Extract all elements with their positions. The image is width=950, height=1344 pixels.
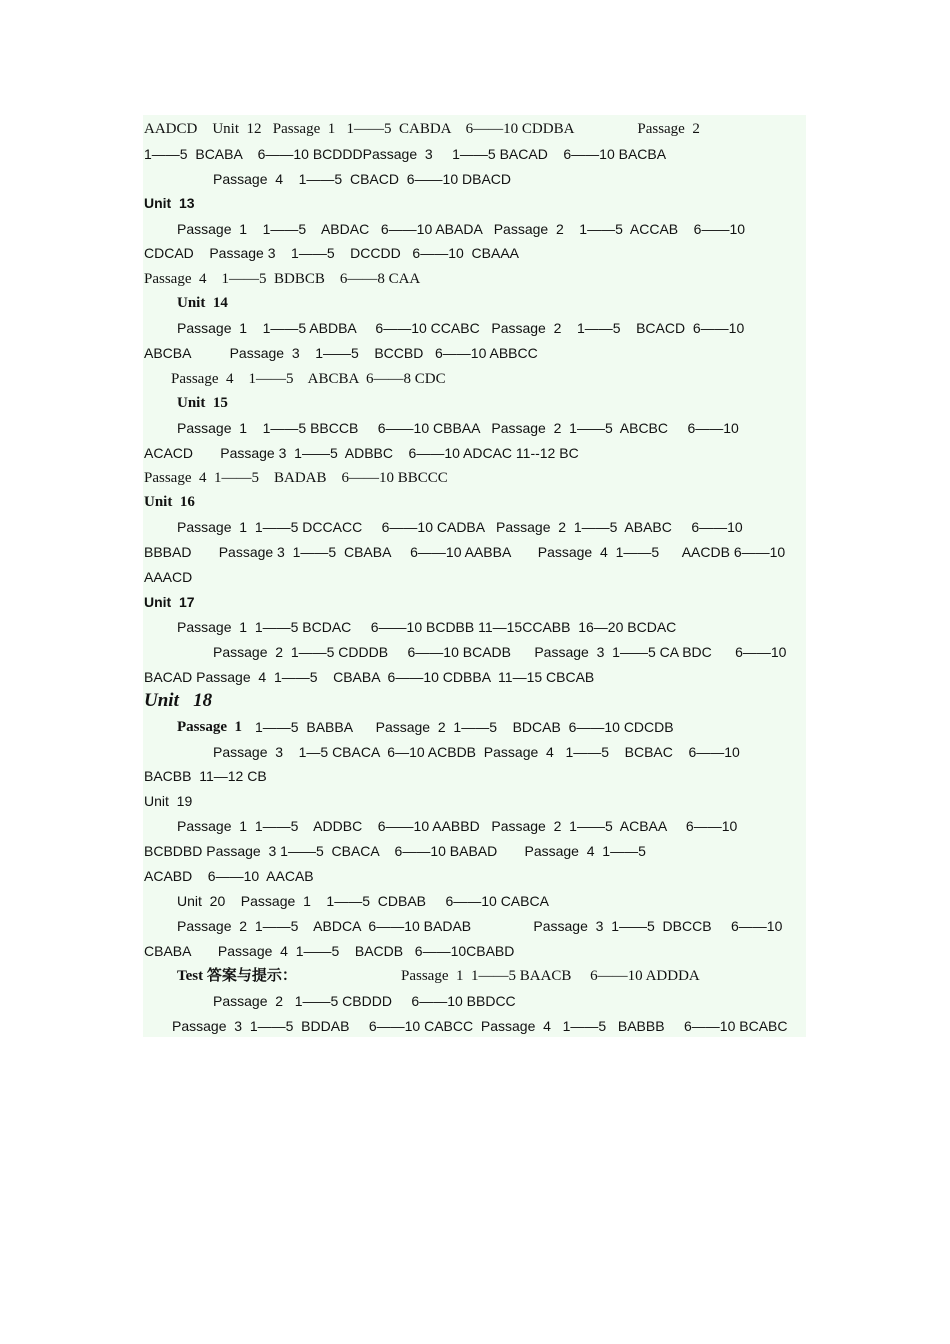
text-line: Passage 4 1——5 ABCBA 6——8 CDC: [171, 371, 446, 387]
text-line: CDCAD Passage 3 1——5 DCCDD 6——10 CBAAA: [144, 245, 520, 261]
text-line: Passage 1 1——5 ABDBA 6——10 CCABC Passage 2 1——5 BCACD 6——10: [177, 320, 745, 336]
text-line: BCBDBD Passage 3 1——5 CBACA 6——10 BABAD Passage 4 1——5: [144, 843, 646, 859]
text-line: Passage 4 1——5 CBACD 6——10 DBACD: [213, 171, 511, 187]
text-line: Passage 2 1——5 ABDCA 6——10 BADAB Passage 3 1——5 DBCCB 6——10: [177, 918, 783, 934]
unit-heading: Unit 16: [144, 494, 195, 510]
text-line: ACABD 6——10 AACAB: [144, 868, 314, 884]
text-line: Passage 1 1——5 BBCCB 6——10 CBBAA Passage 2 1——5 ABCBC 6——10: [177, 420, 739, 436]
text-line: Passage 1 1——5 BAACB 6——10 ADDDA: [401, 968, 700, 984]
text-line: AADCD Unit 12 Passage 1 1——5 CABDA 6——10 CDDBA Passage 2: [144, 121, 700, 137]
text-line: Passage 2 1——5 CBDDD 6——10 BBDCC: [213, 993, 516, 1009]
unit-heading: Unit 17: [144, 594, 195, 610]
text-line: Passage 1 1——5 ADDBC 6——10 AABBD Passage 2 1——5 ACBAA 6——10: [177, 818, 738, 834]
text-line: CBABA Passage 4 1——5 BACDB 6——10CBABD: [144, 943, 515, 959]
text-line: BACBB 11—12 CB: [144, 768, 267, 784]
text-line: Passage 3 1——5 BDDAB 6——10 CABCC Passage 4 1——5 BABBB 6——10 BCABC: [172, 1018, 788, 1034]
text-line: Passage 1 1——5 DCCACC 6——10 CADBA Passage 2 1——5 ABABC 6——10: [177, 519, 743, 535]
unit-heading: Unit 13: [144, 195, 195, 211]
text-line: ABCBA Passage 3 1——5 BCCBD 6——10 ABBCC: [144, 345, 538, 361]
text-line: Passage 3 1—5 CBACA 6—10 ACBDB Passage 4 1——5 BCBAC 6——10: [213, 744, 740, 760]
text-line: Passage 1 1——5 BCDAC 6——10 BCDBB 11—15CCABB 16—20 BCDAC: [177, 619, 677, 635]
unit-heading: Unit 19: [144, 793, 193, 809]
text-line: Passage 1 1——5 ABDAC 6——10 ABADA Passage 2 1——5 ACCAB 6——10: [177, 221, 746, 237]
unit-heading: Unit 18: [144, 690, 213, 711]
text-line: BACAD Passage 4 1——5 CBABA 6——10 CDBBA 11—15 CBCAB: [144, 669, 595, 685]
test-heading: Test 答案与提示：: [177, 968, 297, 984]
unit-heading: Unit 14: [177, 295, 228, 311]
text-line: AAACD: [144, 569, 193, 585]
text-line: Passage 4 1——5 BDBCB 6——8 CAA: [144, 271, 421, 287]
passage-label: Passage 1: [177, 719, 242, 735]
text-line: Passage 4 1——5 BADAB 6——10 BBCCC: [144, 470, 448, 486]
text-line: Unit 20 Passage 1 1——5 CDBAB 6——10 CABCA: [177, 893, 549, 909]
text-line: 1——5 BCABA 6——10 BCDDDPassage 3 1——5 BACAD 6——10 BACBA: [144, 146, 667, 162]
text-line: BBBAD Passage 3 1——5 CBABA 6——10 AABBA Passage 4 1——5 AACDB 6——10: [144, 544, 786, 560]
text-line: 1——5 BABBA Passage 2 1——5 BDCAB 6——10 CDCDB: [255, 719, 674, 735]
text-line: ACACD Passage 3 1——5 ADBBC 6——10 ADCAC 11--12 BC: [144, 445, 579, 461]
unit-heading: Unit 15: [177, 395, 228, 411]
text-line: Passage 2 1——5 CDDDB 6——10 BCADB Passage 3 1——5 CA BDC 6——10: [213, 644, 787, 660]
